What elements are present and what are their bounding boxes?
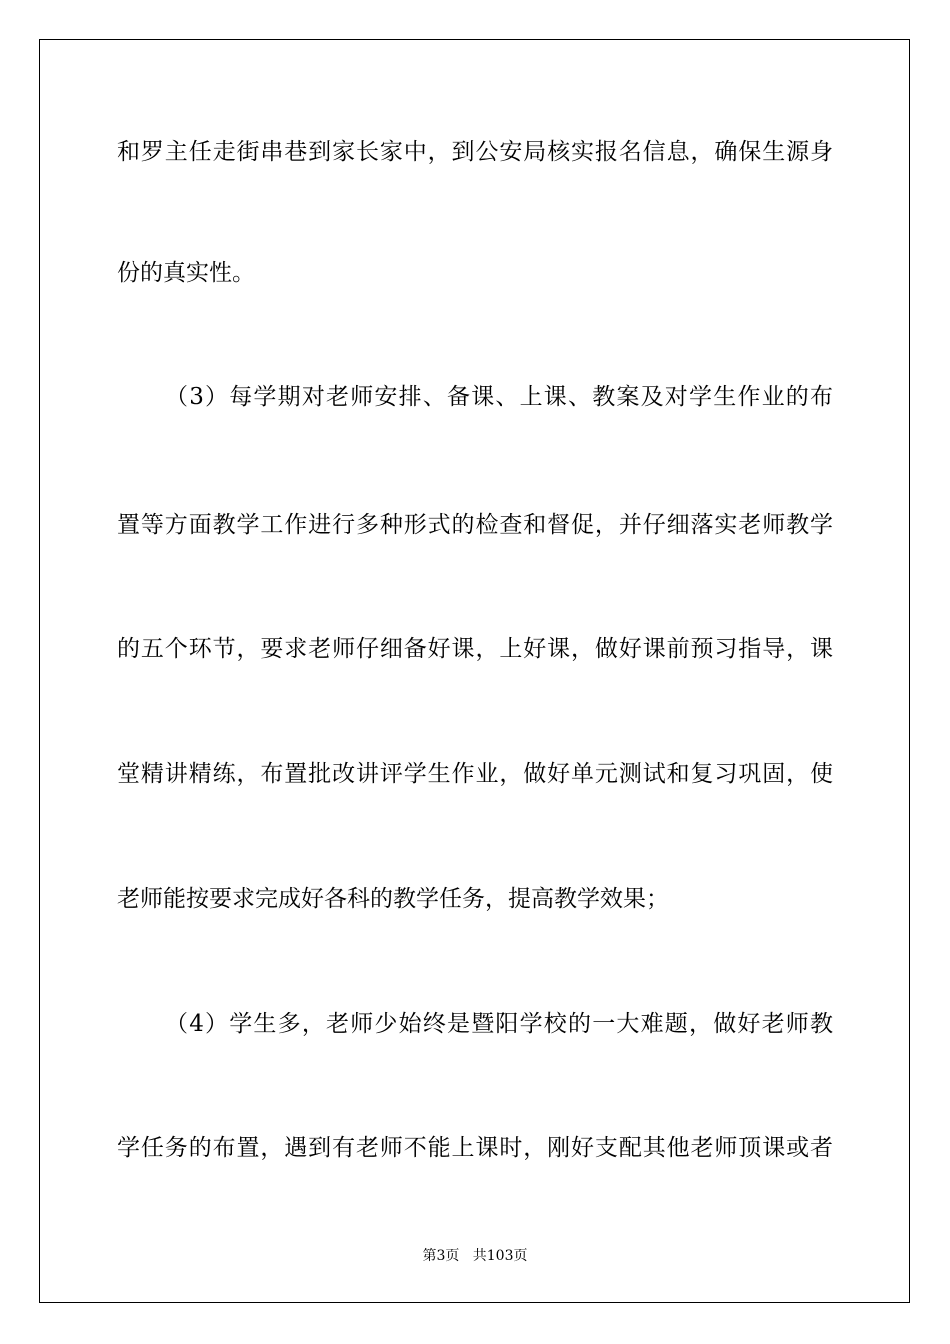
body-line-9: 学任务的布置，遇到有老师不能上课时，刚好支配其他老师顶课或者: [117, 1135, 833, 1161]
body-line-2: 份的真实性。: [117, 260, 255, 286]
body-line-3: （3）每学期对老师安排、备课、上课、教案及对学生作业的布: [165, 384, 833, 410]
page-total: 共103页: [472, 1248, 528, 1264]
body-line-7: 老师能按要求完成好各科的教学任务，提高教学效果；: [117, 886, 669, 912]
page-footer: [0, 1245, 950, 1265]
body-line-6: 堂精讲精练，布置批改讲评学生作业，做好单元测试和复习巩固，使: [117, 761, 833, 787]
body-line-8: （4）学生多，老师少始终是暨阳学校的一大难题，做好老师教: [165, 1011, 833, 1037]
body-line-4: 置等方面教学工作进行多种形式的检查和督促，并仔细落实老师教学: [117, 512, 833, 538]
body-line-5: 的五个环节，要求老师仔细备好课，上好课，做好课前预习指导，课: [117, 636, 833, 662]
body-line-1: 和罗主任走街串巷到家长家中，到公安局核实报名信息，确保生源身: [117, 139, 833, 165]
page-number: 第3页: [422, 1248, 460, 1264]
page-border: [39, 39, 910, 1303]
